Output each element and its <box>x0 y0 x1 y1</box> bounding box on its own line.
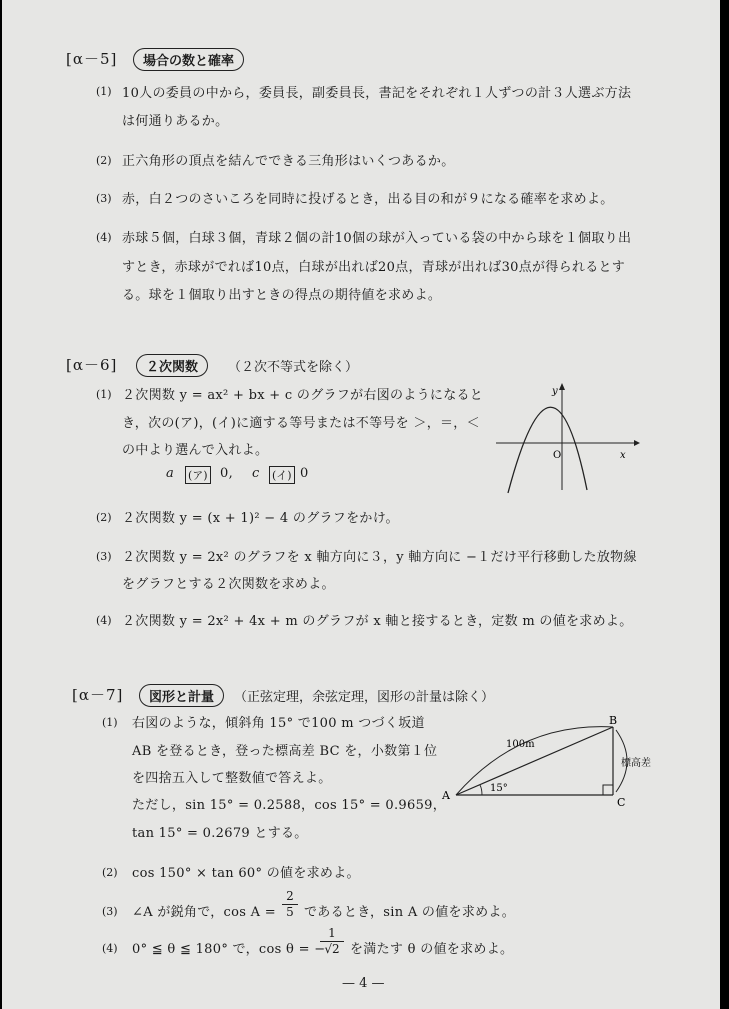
right-angle-mark <box>603 785 613 795</box>
page-number: — 4 — <box>342 976 385 991</box>
question-text: 0° ≦ θ ≦ 180° で，cos θ = − <box>132 942 326 957</box>
section-title: 場合の数と確率 <box>133 48 244 71</box>
question-number: (2) <box>96 511 112 524</box>
height-label: 標高差 <box>621 758 651 769</box>
question-number: (3) <box>96 550 112 563</box>
section-note: （２次不等式を除く） <box>228 360 359 375</box>
question-number: (1) <box>96 388 112 401</box>
vertex-A-label: A <box>442 789 450 802</box>
question-number: (4) <box>96 231 112 244</box>
vertex-B-label: B <box>609 714 618 727</box>
inequality-zero: 0 <box>300 466 309 481</box>
question-text: の中より選んで入れよ。 <box>122 443 269 458</box>
question-text: は何通りあるか。 <box>122 114 229 129</box>
fraction-numerator: 1 <box>328 926 336 940</box>
question-text: 赤球５個，白球３個，青球２個の計10個の球が入っている袋の中から球を１個取り出 <box>122 231 632 246</box>
question-number: (4) <box>102 942 118 955</box>
question-number: (2) <box>102 866 118 879</box>
slope-triangle-figure <box>440 712 670 812</box>
answer-box-a: (ア) <box>185 466 211 484</box>
question-text: ２次関数 y = ax² + bx + c のグラフが右図のようになると <box>122 388 484 403</box>
question-number: (2) <box>96 154 112 167</box>
answer-box-c: (イ) <box>269 466 295 484</box>
question-text: 右図のような，傾斜角 15° で100 m つづく坂道 <box>132 716 425 731</box>
section-id: [α－5] <box>66 50 118 68</box>
question-text: をグラフとする２次関数を求めよ。 <box>122 577 335 592</box>
fraction-numerator: 2 <box>286 889 294 903</box>
x-axis-label: x <box>620 450 626 461</box>
question-text: 赤，白２つのさいころを同時に投げるとき，出る目の和が９になる確率を求めよ。 <box>122 192 614 207</box>
angle-label: 15° <box>490 783 508 794</box>
question-text: る。球を１個取り出すときの得点の期待値を求めよ。 <box>122 288 442 303</box>
fraction <box>282 889 298 920</box>
question-text: tan 15° = 0.2679 とする。 <box>132 826 308 841</box>
exam-page <box>2 0 720 1009</box>
angle-arc <box>480 785 482 795</box>
question-text: を満たす θ の値を求めよ。 <box>350 942 514 957</box>
question-number: (1) <box>102 716 118 729</box>
question-text: すとき，赤球がでれば10点，白球が出れば20点，青球が出れば30点が得られるとす <box>122 260 626 275</box>
question-text: ただし，sin 15° = 0.2588，cos 15° = 0.9659， <box>132 798 447 813</box>
question-text: き，次の(ア)，(イ)に適する等号または不等号を ＞，＝，＜ <box>122 416 480 431</box>
question-number: (3) <box>102 905 118 918</box>
section-title: ２次関数 <box>136 354 208 377</box>
length-label: 100m <box>506 739 535 750</box>
fraction-denominator: √2 <box>320 941 344 957</box>
question-text: ∠A が鋭角で，cos A = <box>132 905 276 920</box>
vertex-C-label: C <box>617 796 626 809</box>
question-text: ２次関数 y = 2x² のグラフを x 軸方向に３，y 軸方向に −１だけ平行移動した放物線 <box>122 550 637 565</box>
question-text: ２次関数 y = (x + 1)² − 4 のグラフをかけ。 <box>122 511 399 526</box>
x-axis-arrow <box>634 440 640 446</box>
inequality-a: a <box>166 466 175 481</box>
question-text: 10人の委員の中から，委員長，副委員長，書記をそれぞれ１人ずつの計３人選ぶ方法 <box>122 86 632 101</box>
question-number: (1) <box>96 85 112 98</box>
question-text: 正六角形の頂点を結んでできる三角形はいくつあるか。 <box>122 154 455 169</box>
fraction <box>320 926 344 957</box>
fraction-denominator: 5 <box>282 904 298 920</box>
question-text: を四捨五入して整数値で答えよ。 <box>132 771 332 786</box>
section-id: [α－6] <box>66 356 118 374</box>
question-text: ２次関数 y = 2x² + 4x + m のグラフが x 軸と接するとき，定数 m の値を求めよ。 <box>122 614 633 629</box>
question-text: であるとき，sin A の値を求めよ。 <box>304 905 516 920</box>
question-number: (4) <box>96 614 112 627</box>
origin-label: O <box>553 450 562 461</box>
section-title: 図形と計量 <box>139 684 224 707</box>
section-id: [α－7] <box>72 686 124 704</box>
y-axis-label: y <box>552 386 558 397</box>
inequality-zero: 0, <box>220 466 234 481</box>
question-number: (3) <box>96 192 112 205</box>
parabola-figure <box>492 378 642 498</box>
parabola-curve <box>508 407 587 493</box>
inequality-c: c <box>252 466 260 481</box>
question-text: AB を登るとき，登った標高差 BC を，小数第１位 <box>132 744 438 759</box>
slope-AB <box>456 727 613 795</box>
y-axis-arrow <box>559 383 565 390</box>
question-text: cos 150° × tan 60° の値を求めよ。 <box>132 866 360 881</box>
section-note: （正弦定理，余弦定理，図形の計量は除く） <box>234 690 495 705</box>
